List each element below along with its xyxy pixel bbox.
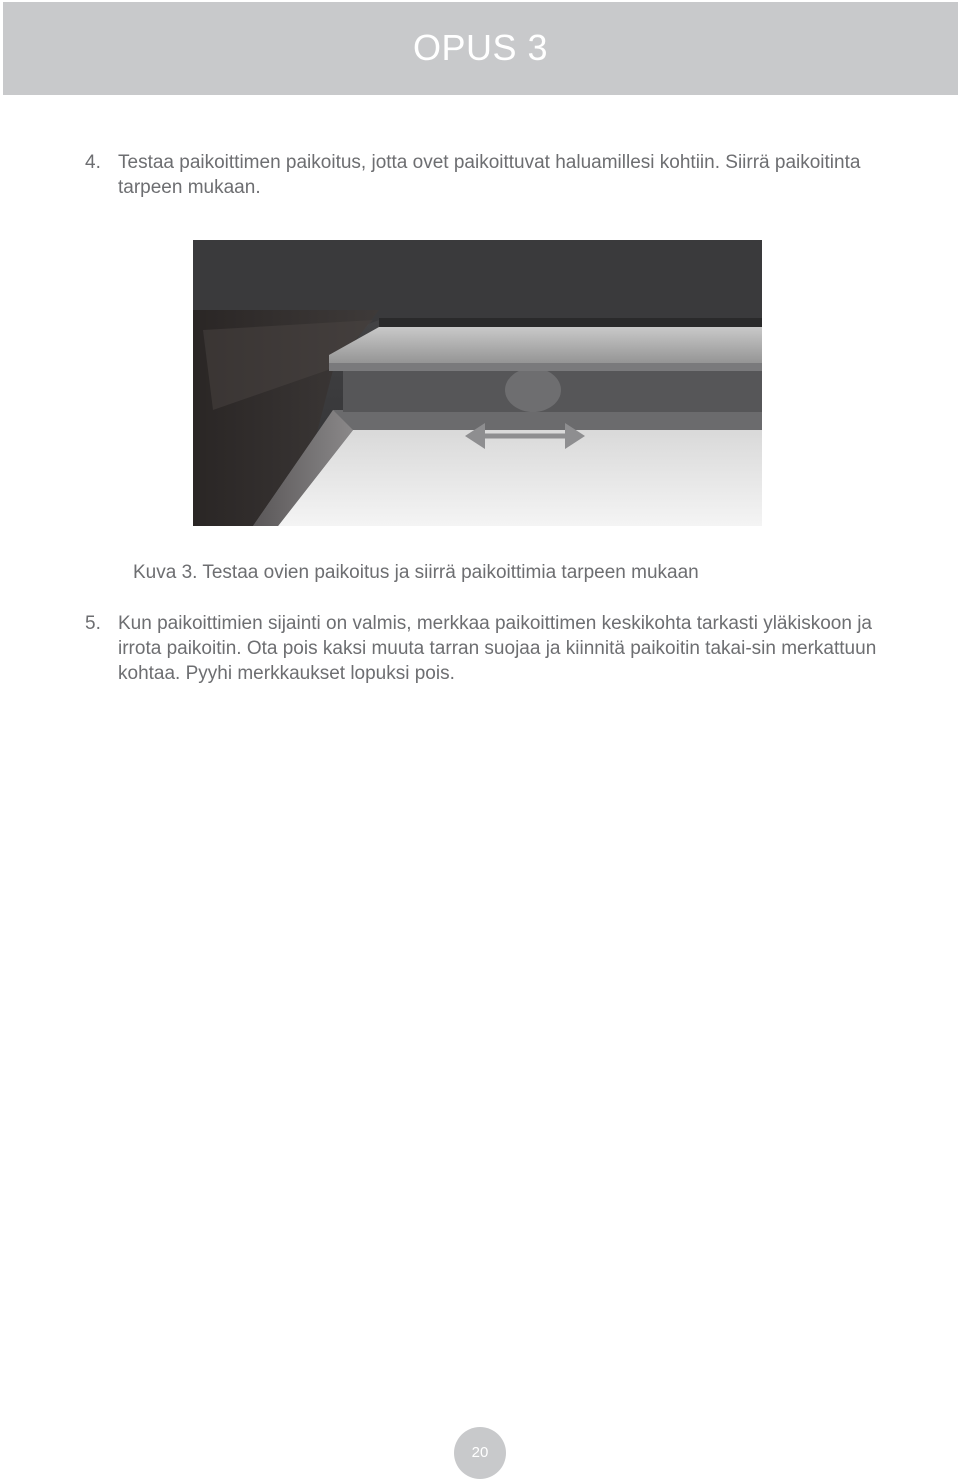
step-text: Kun paikoittimien sijainti on valmis, merkkaa paikoittimen keskikohta tarkasti yläkiskoon ja irrota paikoitin. Ota pois kaksi muuta tarran suojaa ja kiinnitä paikoitin takai-sin merkattuun kohtaa. Pyyhi merkkaukset lopuksi pois. <box>118 613 877 684</box>
step-4 <box>85 150 915 200</box>
page-number-badge: 20 <box>454 1427 506 1479</box>
figure-caption: Kuva 3. Testaa ovien paikoitus ja siirrä paikoittimia tarpeen mukaan <box>133 562 699 583</box>
step-5 <box>85 611 915 686</box>
figure-photo <box>193 240 762 526</box>
step-text: Testaa paikoittimen paikoitus, jotta ovet paikoittuvat haluamillesi kohtiin. Siirrä paikoitinta tarpeen mukaan. <box>118 152 861 198</box>
step-number: 4. <box>85 152 101 173</box>
header-title: OPUS 3 <box>412 27 549 68</box>
step-number: 5. <box>85 613 101 634</box>
page-header <box>3 2 958 95</box>
